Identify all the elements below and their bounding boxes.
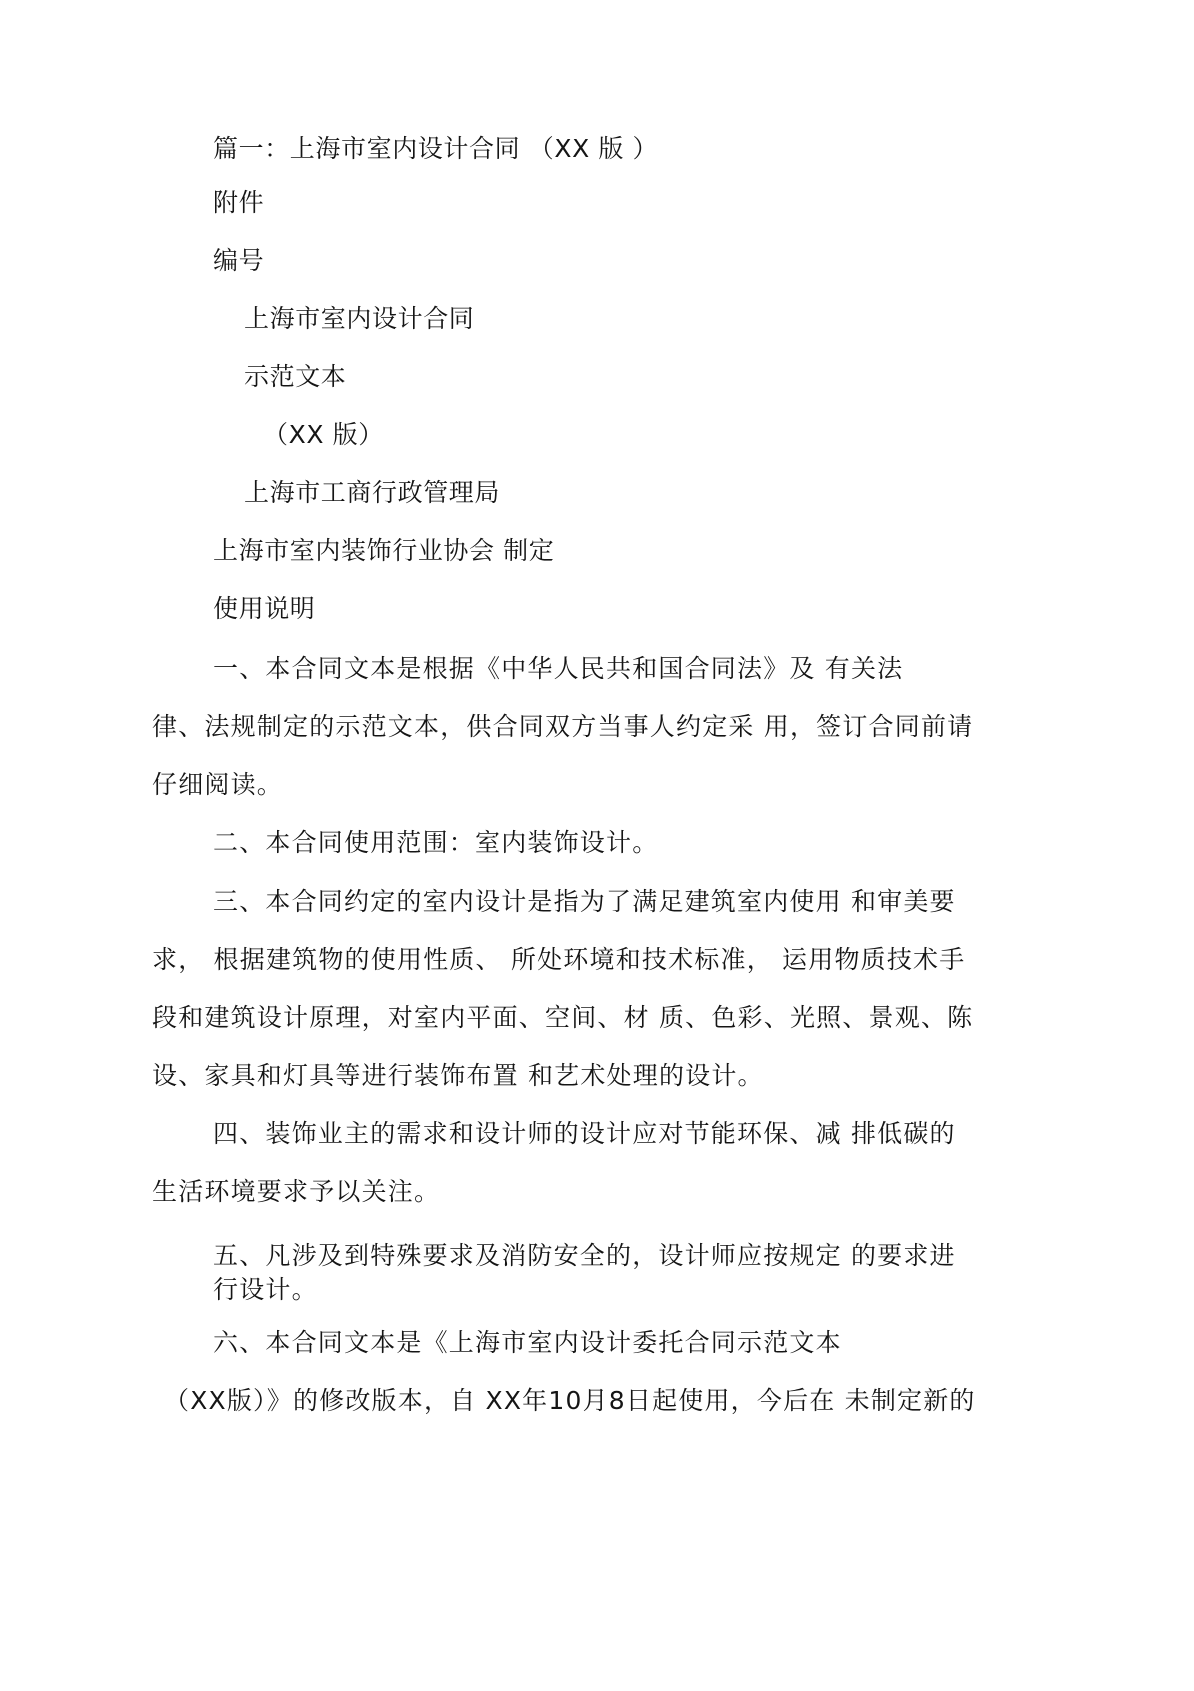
document-heading: 篇一：上海市室内设计合同 （XX 版 ） bbox=[213, 134, 659, 163]
item-4-line-2: 生活环境要求予以关注。 bbox=[152, 1177, 441, 1206]
item-5-line-1: 五、凡涉及到特殊要求及消防安全的，设计师应按规定 的要求进 bbox=[213, 1241, 956, 1270]
contract-title: 上海市室内设计合同 bbox=[244, 304, 475, 333]
attachment-label: 附件 bbox=[213, 188, 265, 217]
item-2-line-1: 二、本合同使用范围：室内装饰设计。 bbox=[213, 828, 659, 857]
model-text-label: 示范文本 bbox=[244, 362, 347, 391]
item-3-line-1: 三、本合同约定的室内设计是指为了满足建筑室内使用 和审美要 bbox=[213, 887, 956, 916]
item-5-line-2: 行设计。 bbox=[213, 1275, 318, 1304]
item-3-line-2: 求， 根据建筑物的使用性质、 所处环境和技术标准， 运用物质技术手 bbox=[152, 945, 966, 974]
item-6-line-2: （XX版）》的修改版本，自 XX年10月8日起使用，今后在 未制定新的 bbox=[164, 1386, 976, 1415]
number-label: 编号 bbox=[213, 246, 265, 275]
issuer-line-2: 上海市室内装饰行业协会 制定 bbox=[213, 536, 555, 565]
instructions-title: 使用说明 bbox=[213, 594, 316, 623]
issuer-line-1: 上海市工商行政管理局 bbox=[244, 478, 501, 507]
item-3-line-4: 设、家具和灯具等进行装饰布置 和艺术处理的设计。 bbox=[152, 1061, 764, 1090]
edition-label: （XX 版） bbox=[263, 420, 384, 449]
item-3-line-3: 段和建筑设计原理，对室内平面、空间、材 质、色彩、光照、景观、陈 bbox=[152, 1003, 974, 1032]
item-6-line-1: 六、本合同文本是《上海市室内设计委托合同示范文本 bbox=[213, 1328, 842, 1357]
item-1-line-3: 仔细阅读。 bbox=[152, 770, 284, 799]
item-1-line-2: 律、法规制定的示范文本，供合同双方当事人约定采 用，签订合同前请 bbox=[152, 712, 974, 741]
item-1-line-1: 一、本合同文本是根据《中华人民共和国合同法》及 有关法 bbox=[213, 654, 904, 683]
item-4-line-1: 四、装饰业主的需求和设计师的设计应对节能环保、减 排低碳的 bbox=[213, 1119, 956, 1148]
